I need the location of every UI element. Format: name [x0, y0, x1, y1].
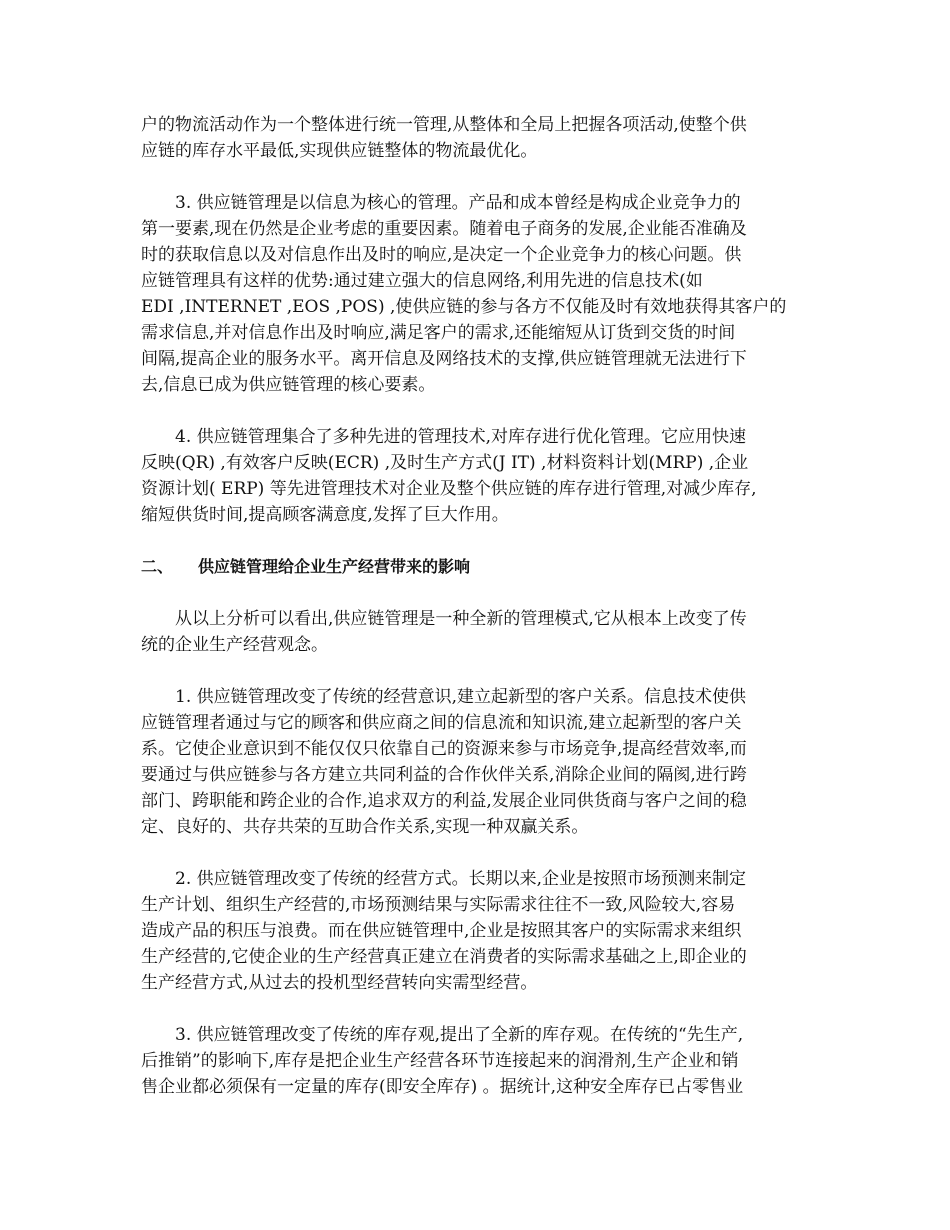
- paragraph-intro: [141, 112, 821, 164]
- text-line: 3. 供应链管理是以信息为核心的管理。产品和成本曾经是构成企业竞争力的: [141, 193, 741, 213]
- text-line: 缩短供货时间,提高顾客满意度,发挥了巨大作用。: [141, 505, 509, 525]
- section-title: 供应链管理给企业生产经营带来的影响: [198, 557, 471, 576]
- text-line: 去,信息已成为供应链管理的核心要素。: [141, 375, 436, 395]
- text-line: 间隔,提高企业的服务水平。离开信息及网络技术的支撑,供应链管理就无法进行下: [141, 349, 747, 369]
- paragraph-change-3: [141, 1022, 821, 1100]
- paragraph-summary: [141, 606, 821, 658]
- text-line: 反映(QR) ,有效客户反映(ECR) ,及时生产方式(J IT) ,材料资料计划(MRP) ,企业: [141, 453, 749, 473]
- paragraph-gap: [141, 996, 821, 1022]
- text-line: 应链管理具有这样的优势:通过建立强大的信息网络,利用先进的信息技术(如: [141, 271, 703, 291]
- paragraph-gap: [141, 398, 821, 424]
- text-line: 需求信息,并对信息作出及时响应,满足客户的需求,还能缩短从订货到交货的时间: [141, 323, 736, 343]
- text-line: 3. 供应链管理改变了传统的库存观,提出了全新的库存观。在传统的“先生产,: [141, 1025, 744, 1045]
- text-line: 资源计划( ERP) 等先进管理技术对企业及整个供应链的库存进行管理,对减少库存,: [141, 479, 757, 499]
- text-line: 生产计划、组织生产经营的,市场预测结果与实际需求往往不一致,风险较大,容易: [141, 895, 736, 915]
- text-line: EDI ,INTERNET ,EOS ,POS) ,使供应链的参与各方不仅能及时有效地获得其客户的: [141, 297, 787, 317]
- paragraph-item-4: [141, 424, 821, 528]
- text-line: 要通过与供应链参与各方建立共同利益的合作伙伴关系,消除企业间的隔阂,进行跨: [141, 765, 747, 785]
- section-heading: [141, 554, 821, 580]
- paragraph-change-1: [141, 684, 821, 840]
- paragraph-gap: [141, 164, 821, 190]
- text-line: 后推销”的影响下,库存是把企业生产经营各环节连接起来的润滑剂,生产企业和销: [141, 1051, 739, 1071]
- text-line: 生产经营的,它使企业的生产经营真正建立在消费者的实际需求基础之上,即企业的: [141, 947, 747, 967]
- paragraph-gap: [141, 658, 821, 684]
- paragraph-gap: [141, 580, 821, 606]
- text-line: 4. 供应链管理集合了多种先进的管理技术,对库存进行优化管理。它应用快速: [141, 427, 747, 447]
- text-line: 应链的库存水平最低,实现供应链整体的物流最优化。: [141, 141, 538, 161]
- text-line: 1. 供应链管理改变了传统的经营意识,建立起新型的客户关系。信息技术使供: [141, 687, 747, 707]
- text-line: 生产经营方式,从过去的投机型经营转向实需型经营。: [141, 973, 538, 993]
- paragraph-gap: [141, 840, 821, 866]
- text-line: 2. 供应链管理改变了传统的经营方式。长期以来,企业是按照市场预测来制定: [141, 869, 747, 889]
- section-number: 二、: [141, 557, 174, 576]
- text-line: 从以上分析可以看出,供应链管理是一种全新的管理模式,它从根本上改变了传: [141, 609, 747, 629]
- text-line: 第一要素,现在仍然是企业考虑的重要因素。随着电子商务的发展,企业能否准确及: [141, 219, 747, 239]
- paragraph-gap: [141, 528, 821, 554]
- text-line: 系。它使企业意识到不能仅仅只依靠自己的资源来参与市场竞争,提高经营效率,而: [141, 739, 747, 759]
- paragraph-item-3: [141, 190, 821, 398]
- text-line: 时的获取信息以及对信息作出及时的响应,是决定一个企业竞争力的核心问题。供: [141, 245, 742, 265]
- text-line: 户的物流活动作为一个整体进行统一管理,从整体和全局上把握各项活动,使整个供: [141, 115, 747, 135]
- document-body: [141, 112, 821, 1100]
- text-line: 定、良好的、共存共荣的互助合作关系,实现一种双赢关系。: [141, 817, 589, 837]
- text-line: 售企业都必须保有一定量的库存(即安全库存) 。据统计,这种安全库存已占零售业: [141, 1077, 744, 1097]
- text-line: 统的企业生产经营观念。: [141, 635, 328, 655]
- text-line: 部门、跨职能和跨企业的合作,追求双方的利益,发展企业同供货商与客户之间的稳: [141, 791, 747, 811]
- text-line: 应链管理者通过与它的顾客和供应商之间的信息流和知识流,建立起新型的客户关: [141, 713, 742, 733]
- paragraph-change-2: [141, 866, 821, 996]
- text-line: 造成产品的积压与浪费。而在供应链管理中,企业是按照其客户的实际需求来组织: [141, 921, 742, 941]
